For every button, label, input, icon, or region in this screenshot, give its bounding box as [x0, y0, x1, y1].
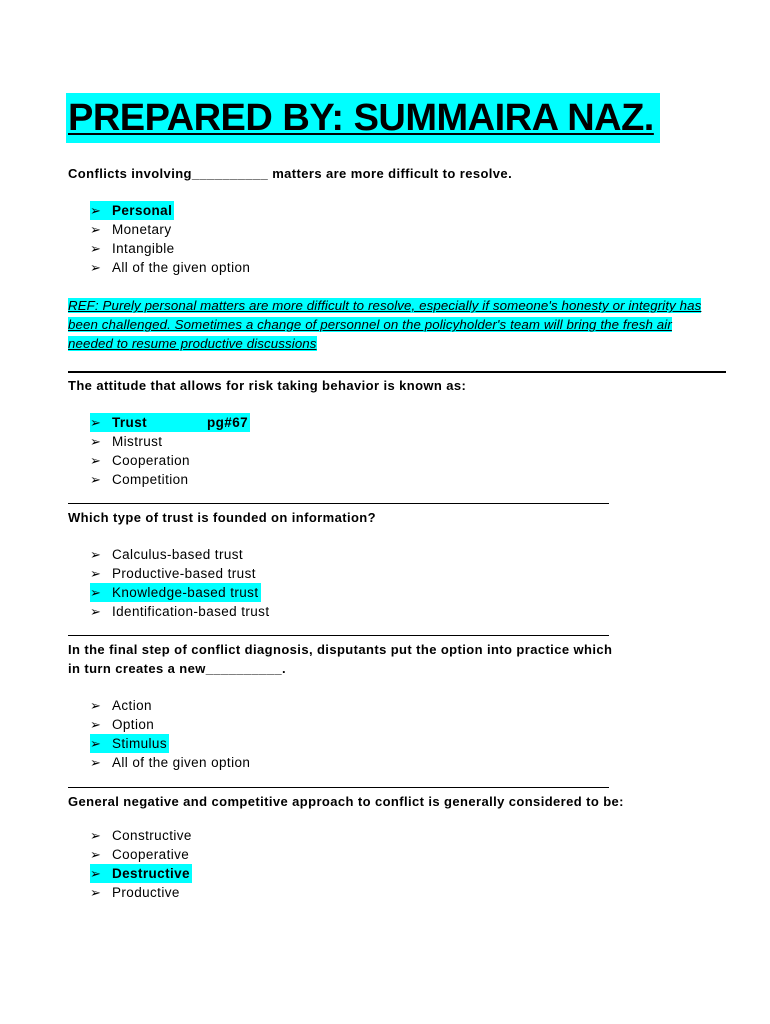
page-reference: pg#67 [207, 415, 249, 430]
section-divider [68, 787, 609, 788]
option-correct: ➢ Knowledge-based trust [90, 585, 259, 600]
arrow-icon: ➢ [90, 260, 102, 275]
arrow-icon: ➢ [90, 241, 102, 256]
option: ➢ Competition [90, 472, 189, 487]
arrow-icon: ➢ [90, 717, 102, 732]
arrow-icon: ➢ [90, 698, 102, 713]
section-divider [68, 371, 726, 373]
arrow-icon: ➢ [90, 885, 102, 900]
option: ➢ Calculus-based trust [90, 547, 244, 562]
question-text: Which type of trust is founded on information? [68, 510, 376, 525]
option: ➢ Cooperation [90, 453, 190, 468]
arrow-icon: ➢ [90, 415, 102, 430]
option: ➢ Intangible [90, 241, 175, 256]
option: ➢ Identification-based trust [90, 604, 270, 619]
arrow-icon: ➢ [90, 472, 102, 487]
option: ➢ Cooperative [90, 847, 190, 862]
option: ➢ Mistrust [90, 434, 163, 449]
arrow-icon: ➢ [90, 434, 102, 449]
option: ➢ Productive-based trust [90, 566, 256, 581]
arrow-icon: ➢ [90, 222, 102, 237]
arrow-icon: ➢ [90, 736, 102, 751]
option-correct: ➢ Destructive [90, 866, 190, 881]
arrow-icon: ➢ [90, 604, 102, 619]
arrow-icon: ➢ [90, 755, 102, 770]
arrow-icon: ➢ [90, 203, 102, 218]
option-correct: ➢ Stimulus [90, 736, 167, 751]
question-text: General negative and competitive approach to conflict is generally considered to be: [68, 794, 624, 809]
option: ➢ All of the given option [90, 755, 251, 770]
option: ➢ Productive [90, 885, 180, 900]
arrow-icon: ➢ [90, 828, 102, 843]
section-divider [68, 635, 609, 636]
option: ➢ Action [90, 698, 152, 713]
option: ➢ Constructive [90, 828, 192, 843]
reference-note: REF: Purely personal matters are more difficult to resolve, especially if someone's honesty or integrity has been challenged. Sometimes a change of personnel on the policyholder's team will bring the fresh air needed to resume productive discussions [68, 298, 702, 351]
question-text: The attitude that allows for risk taking behavior is known as: [68, 378, 467, 393]
arrow-icon: ➢ [90, 566, 102, 581]
arrow-icon: ➢ [90, 866, 102, 881]
question-text: In the final step of conflict diagnosis, disputants put the option into practice which [68, 642, 613, 657]
arrow-icon: ➢ [90, 547, 102, 562]
question-text: in turn creates a new__________. [68, 661, 287, 676]
option: ➢ Monetary [90, 222, 172, 237]
arrow-icon: ➢ [90, 585, 102, 600]
option: ➢ Option [90, 717, 155, 732]
document-title: PREPARED BY: SUMMAIRA NAZ. [66, 93, 660, 143]
option-correct: ➢ Personal [90, 203, 173, 218]
question-text: Conflicts involving__________ matters are more difficult to resolve. [68, 166, 513, 181]
arrow-icon: ➢ [90, 847, 102, 862]
arrow-icon: ➢ [90, 453, 102, 468]
option: ➢ All of the given option [90, 260, 251, 275]
option-correct: ➢ Trust pg#67 [90, 415, 249, 430]
section-divider [68, 503, 609, 504]
